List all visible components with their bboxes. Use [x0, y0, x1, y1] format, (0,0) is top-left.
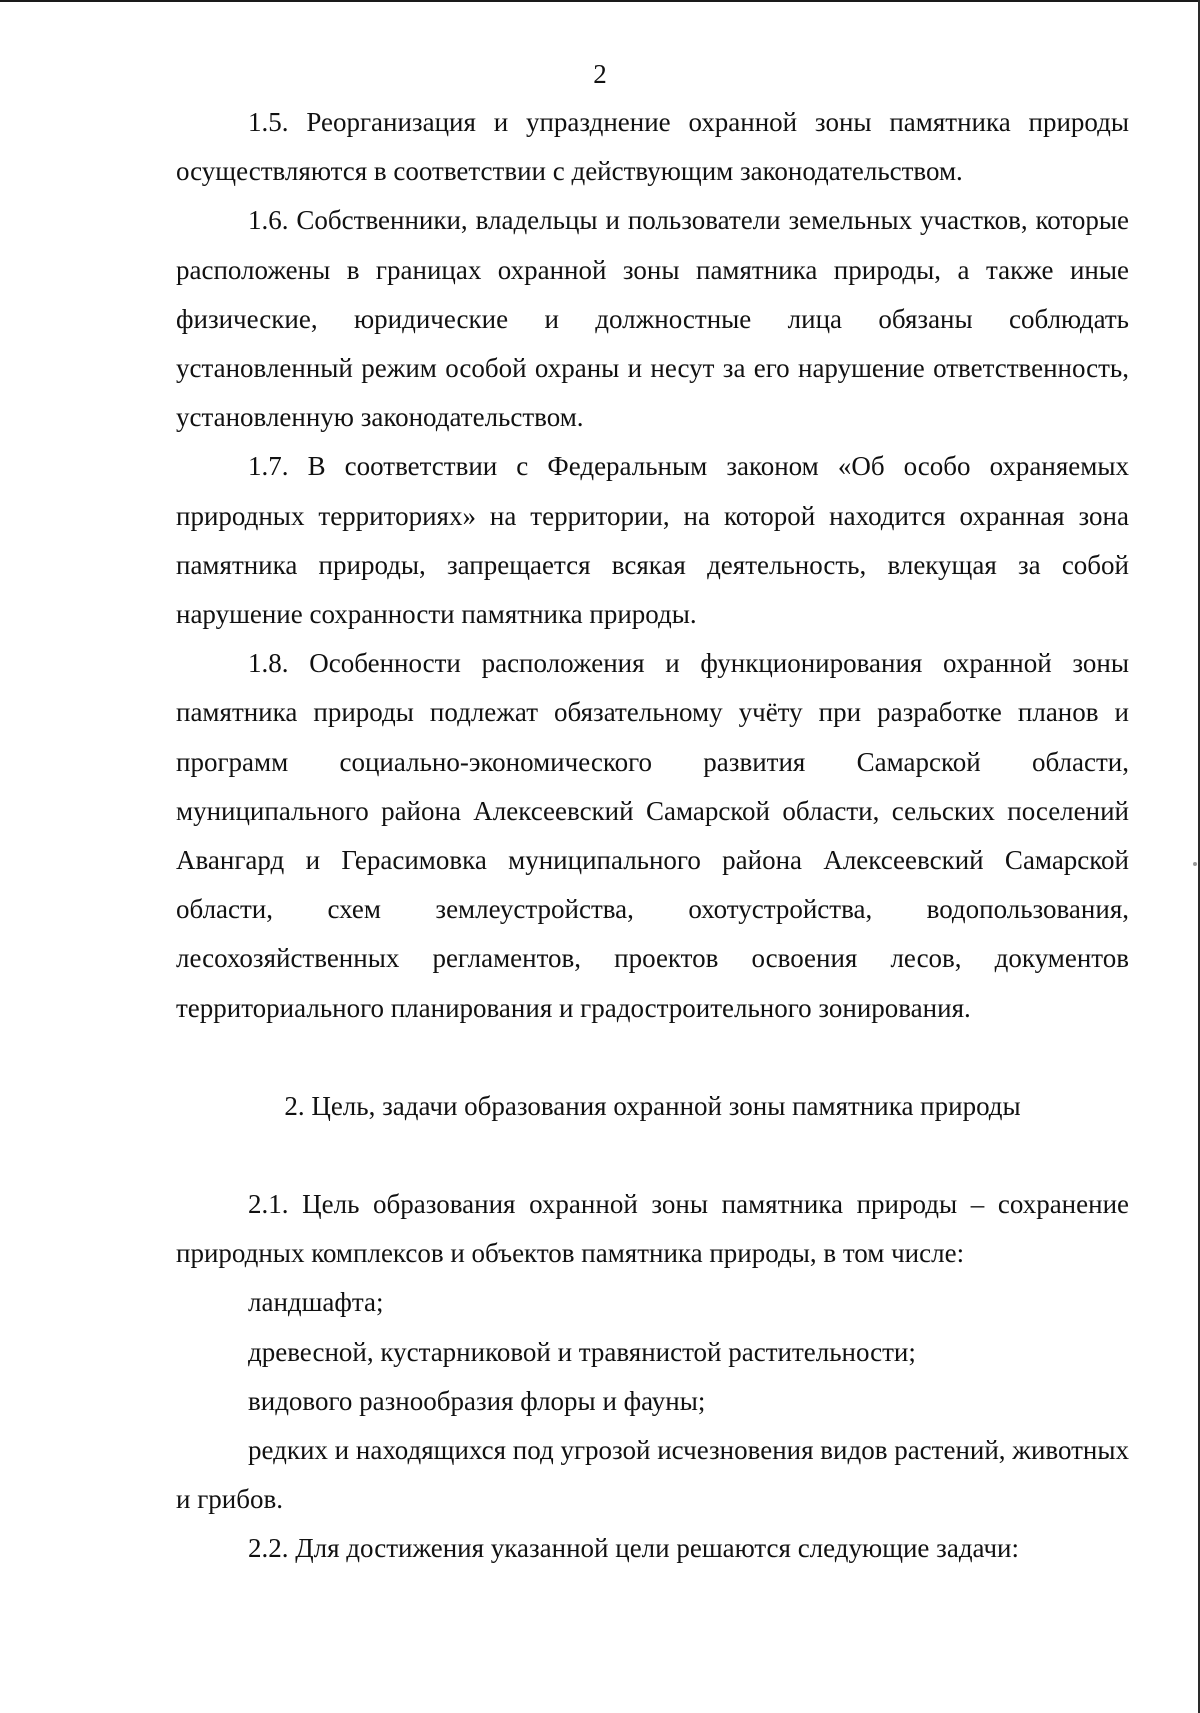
list-item-biodiversity: видового разнообразия флоры и фауны; [248, 1385, 706, 1416]
paragraph-1-8: 1.8. Особенности расположения и функционирования охранной зоны памятника природы подлежат обязательному учёту при разработке планов и программ социально-экономического развития Самарской области, муниципального района Алексеевский Самарской области, сельских поселений Авангард и Герасимовка муниципального района Алексеевский Самарской области, схем землеустройства, охотустройства, водопользования, лесохозяйственных регламентов, проектов освоения лесов, документов территориального планирования и градостроительного зонирования. [176, 648, 1129, 1023]
paragraph-1-5: 1.5. Реорганизация и упразднение охранной зоны памятника природы осуществляются в соответствии с действующим законодательством. [176, 107, 1129, 187]
list-item-landscape: ландшафта; [248, 1287, 384, 1318]
paragraph-1-6: 1.6. Собственники, владельцы и пользователи земельных участков, которые расположены в границах охранной зоны памятника природы, а также иные физические, юридические и должностные лица обязаны соблюдать установленный режим особой охраны и несут за его нарушение ответственность, установленную законодательством. [176, 205, 1129, 433]
page-number: 2 [593, 59, 607, 89]
document-body [176, 98, 1129, 1574]
list-item-rare-species: редких и находящихся под угрозой исчезновения видов растений, животных и грибов. [176, 1435, 1129, 1515]
scan-top-edge [0, 0, 1200, 2]
paragraph-1-7: 1.7. В соответствии с Федеральным законом «Об особо охраняемых природных территориях» на территории, на которой находится охранная зона памятника природы, запрещается всякая деятельность, влекущая за собой нарушение сохранности памятника природы. [176, 451, 1129, 630]
paragraph-2-2: 2.2. Для достижения указанной цели решаются следующие задачи: [248, 1533, 1019, 1564]
section-2-heading: 2. Цель, задачи образования охранной зоны памятника природы [284, 1090, 1021, 1121]
paragraph-2-1: 2.1. Цель образования охранной зоны памятника природы – сохранение природных комплексов и объектов памятника природы, в том числе: [176, 1189, 1129, 1269]
list-item-vegetation: древесной, кустарниковой и травянистой растительности; [248, 1336, 916, 1367]
scan-speck [1193, 862, 1197, 866]
